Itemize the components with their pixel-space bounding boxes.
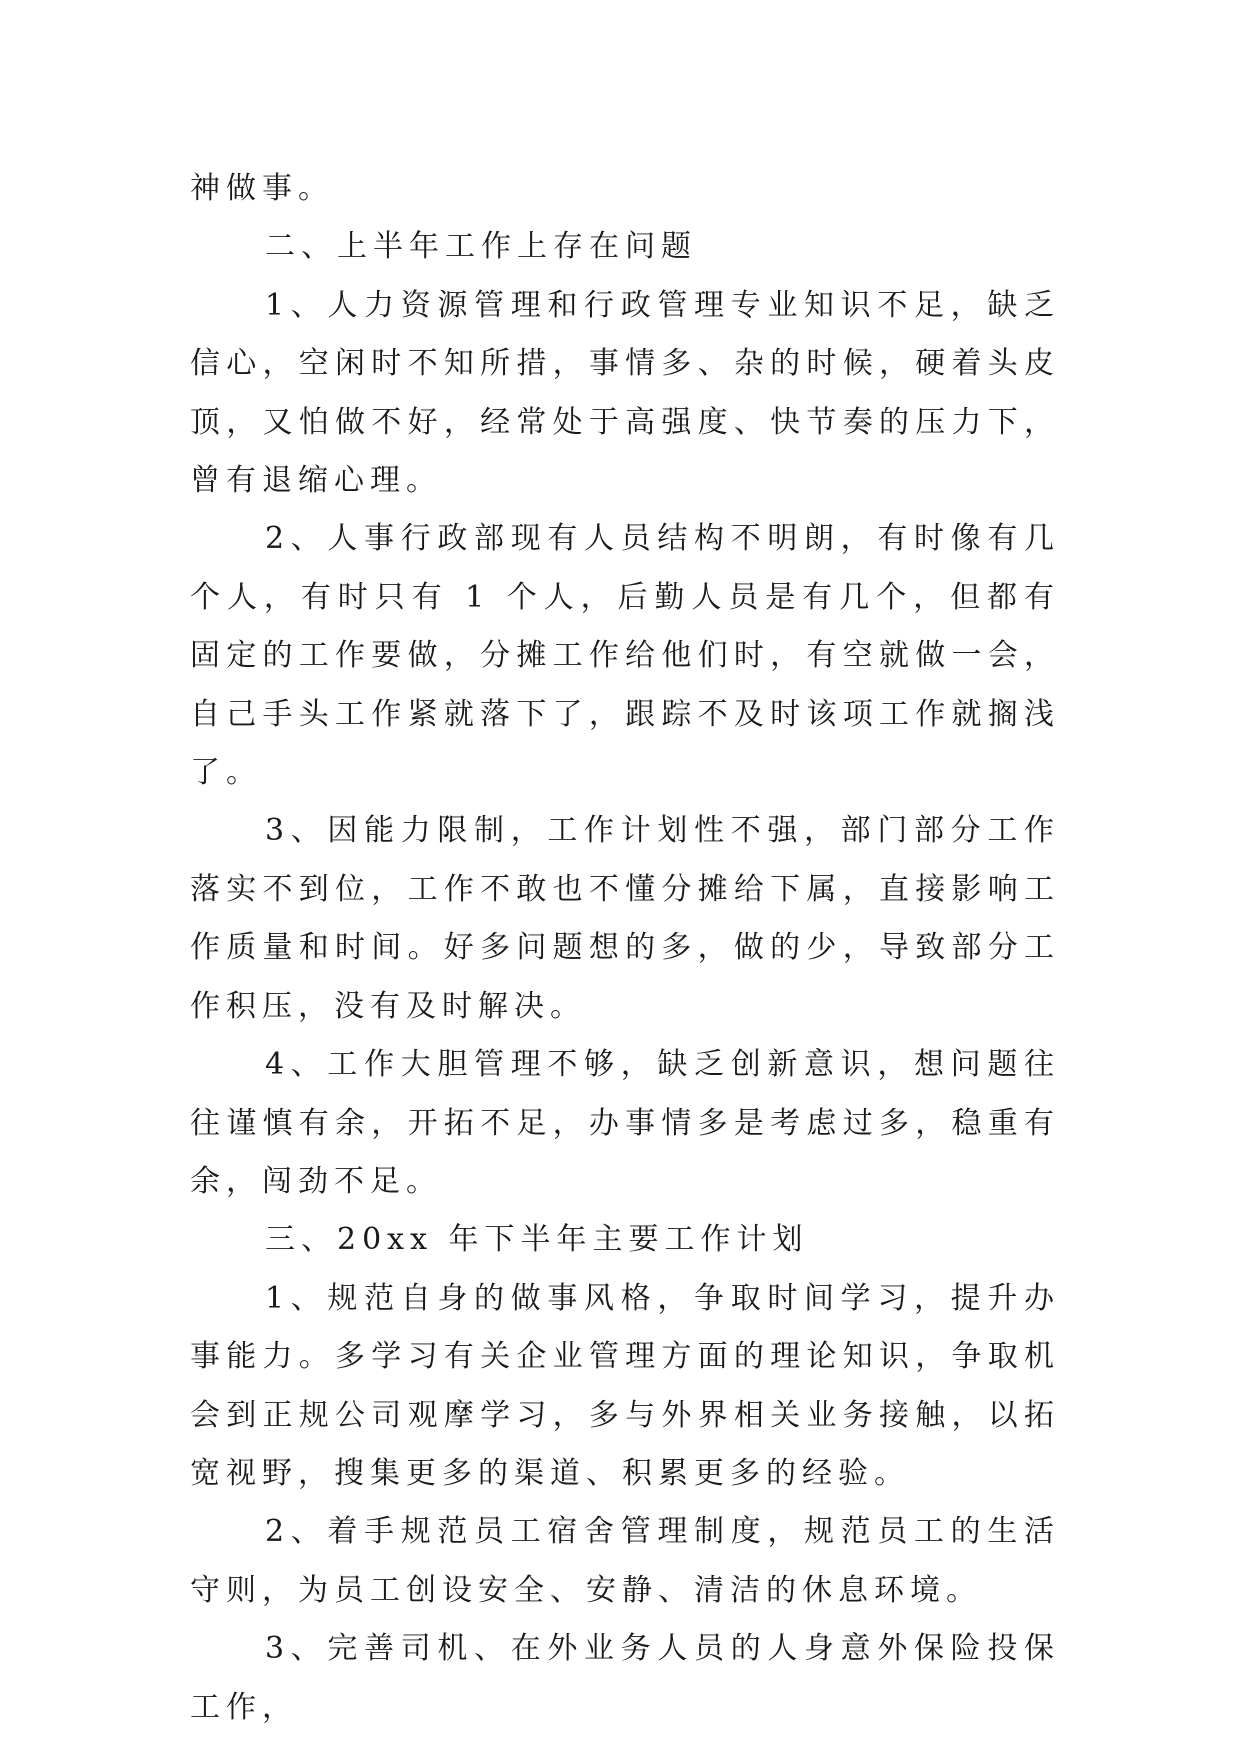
document-body: [190, 160, 1060, 1737]
paragraph: 3、因能力限制，工作计划性不强，部门部分工作落实不到位，工作不敢也不懂分摊给下属，直接影响工作质量和时间。好多问题想的多，做的少，导致部分工作积压，没有及时解决。: [190, 813, 1060, 1024]
paragraph: 2、人事行政部现有人员结构不明朗，有时像有几个人，有时只有 1 个人，后勤人员是有几个，但都有固定的工作要做，分摊工作给他们时，有空就做一会，自己手头工作紧就落下了，跟踪不及时该项工作就搁浅了。: [190, 521, 1060, 791]
section-heading-problems: 二、上半年工作上存在问题: [265, 229, 697, 265]
paragraph: 3、完善司机、在外业务人员的人身意外保险投保工作，: [190, 1631, 1060, 1725]
paragraph: 4、工作大胆管理不够，缺乏创新意识，想问题往往谨慎有余，开拓不足，办事情多是考虑过多，稳重有余，闯劲不足。: [190, 1047, 1060, 1199]
paragraph: 2、着手规范员工宿舍管理制度，规范员工的生活守则，为员工创设安全、安静、清洁的休息环境。: [190, 1514, 1060, 1608]
paragraph: 1、人力资源管理和行政管理专业知识不足，缺乏信心，空闲时不知所措，事情多、杂的时候，硬着头皮顶，又怕做不好，经常处于高强度、快节奏的压力下，曾有退缩心理。: [190, 287, 1060, 499]
paragraph: 神做事。: [190, 171, 334, 206]
paragraph: 1、规范自身的做事风格，争取时间学习，提升办事能力。多学习有关企业管理方面的理论知识，争取机会到正规公司观摩学习，多与外界相关业务接触，以拓宽视野，搜集更多的渠道、积累更多的经验。: [190, 1280, 1060, 1491]
section-heading-plan: 三、20xx 年下半年主要工作计划: [265, 1222, 809, 1258]
